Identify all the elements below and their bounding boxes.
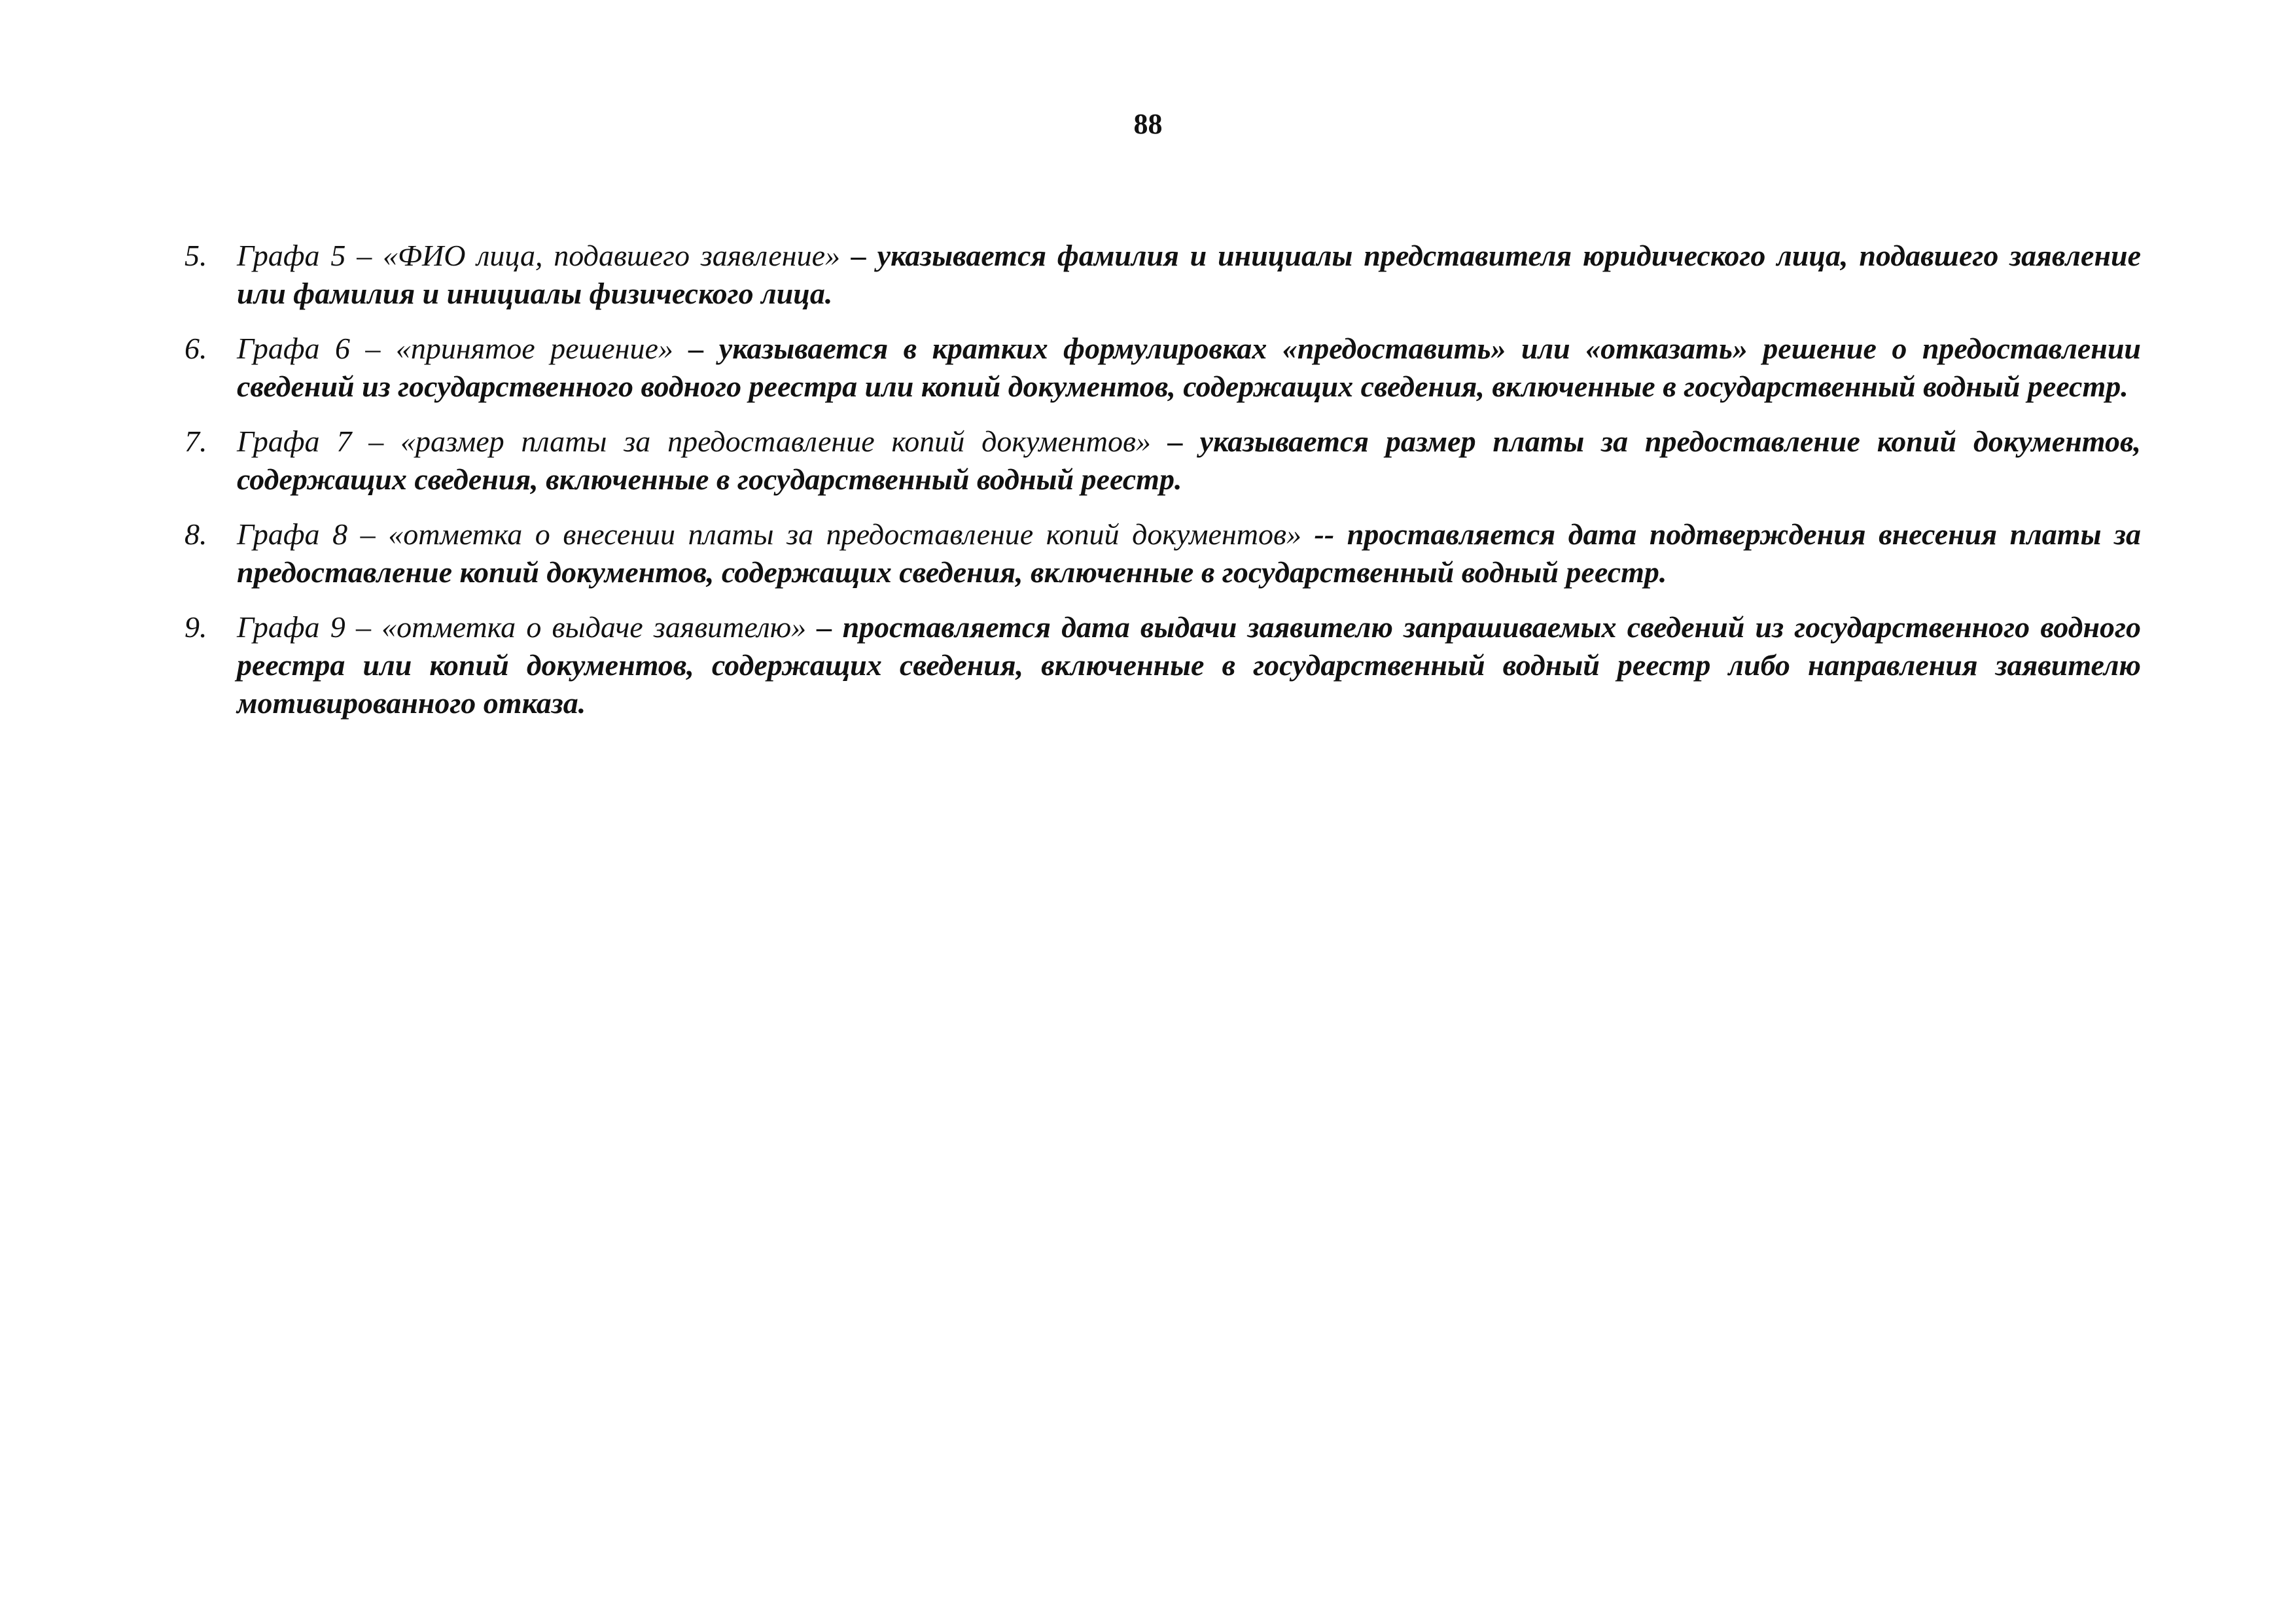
list-item-number: 8. [185, 517, 207, 551]
list-item-title: Графа 7 – «размер платы за предоставление копий документов» [237, 425, 1151, 458]
list-item-description: – указывается фамилия и инициалы представителя юридического лица, подавшего заявление или фамилия и инициалы физического лица. [237, 239, 2141, 310]
list-item-title: Графа 9 – «отметка о выдаче заявителю» [237, 610, 807, 644]
list-item-text [237, 423, 2141, 498]
list-item-text [237, 515, 2141, 591]
list-item-title: Графа 8 – «отметка о внесении платы за предоставление копий документов» [237, 517, 1301, 551]
instruction-list [185, 237, 2141, 739]
list-item-text [237, 330, 2141, 406]
list-item-description: – проставляется дата выдачи заявителю запрашиваемых сведений из государственного водного реестра или копий документов, содержащих сведения, включенные в государственный водный реестр либо направления заявителю мотивированного отказа. [237, 610, 2141, 720]
list-item-number: 5. [185, 239, 207, 272]
list-item [185, 515, 2141, 591]
list-item-title: Графа 6 – «принятое решение» [237, 332, 673, 365]
list-item-number: 7. [185, 425, 207, 458]
page-number: 88 [1133, 108, 1163, 140]
list-item-text [237, 237, 2141, 313]
list-item-description: – указывается размер платы за предоставление копий документов, содержащих сведения, включенные в государственный водный реестр. [237, 425, 2141, 496]
list-item-text [237, 608, 2141, 722]
list-item-number: 6. [185, 332, 207, 365]
list-item-description: -- проставляется дата подтверждения внесения платы за предоставление копий документов, содержащих сведения, включенные в государственный водный реестр. [237, 517, 2141, 589]
list-item [185, 237, 2141, 313]
list-item [185, 608, 2141, 722]
list-item-description: – указывается в кратких формулировках «предоставить» или «отказать» решение о предоставлении сведений из государственного водного реестра или копий документов, содержащих сведения, включенные в государственный водный реестр. [237, 332, 2141, 403]
list-item [185, 330, 2141, 406]
list-item-title: Графа 5 – «ФИО лица, подавшего заявление» [237, 239, 840, 272]
list-item-number: 9. [185, 610, 207, 644]
list-item [185, 423, 2141, 498]
